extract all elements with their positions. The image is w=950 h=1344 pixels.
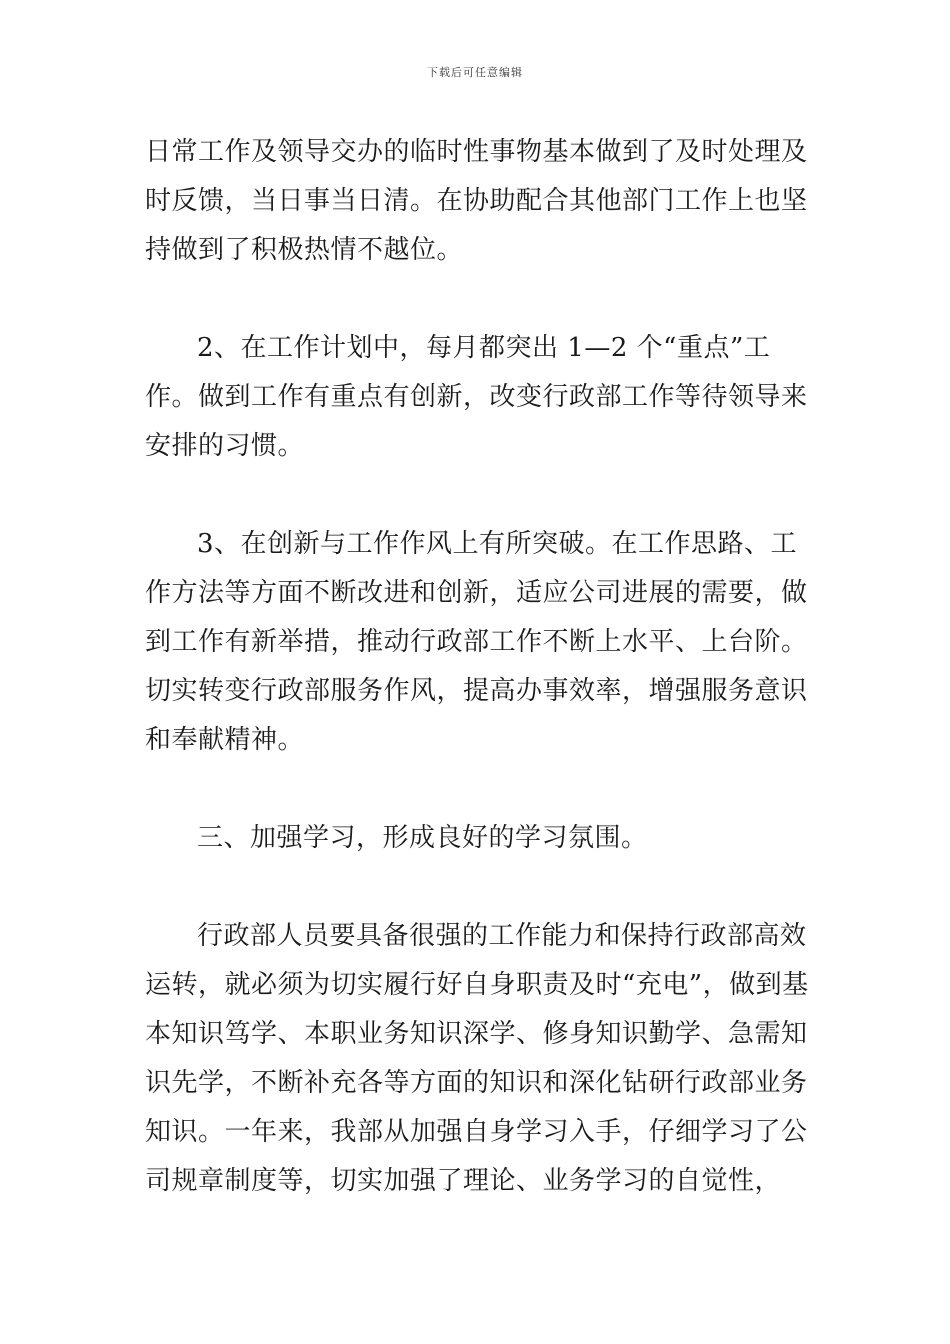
paragraph-gap (145, 471, 810, 520)
paragraph-gap (145, 765, 810, 814)
paragraph-continuation: 日常工作及领导交办的临时性事物基本做到了及时处理及时反馈，当日事当日清。在协助配合其他部门工作上也坚持做到了积极热情不越位。 (145, 137, 808, 265)
document-body (145, 128, 810, 1206)
page-header: 下载后可任意编辑 (427, 66, 523, 79)
paragraph-gap (145, 275, 810, 324)
paragraph-item-2: 2、在工作计划中，每月都突出 1—2 个“重点”工作。做到工作有重点有创新，改变行政部工作等待领导来安排的习惯。 (145, 333, 808, 461)
paragraph-learning: 行政部人员要具备很强的工作能力和保持行政部高效运转，就必须为切实履行好自身职责及时“充电”，做到基本知识笃学、本职业务知识深学、修身知识勤学、急需知识先学，不断补充各等方面的知识和深化钻研行政部业务知识。一年来，我部从加强自身学习入手，仔细学习了公司规章制度等，切实加强了理论、业务学习的自觉性， (145, 921, 809, 1196)
paragraph-gap (145, 863, 810, 912)
paragraph-item-3: 3、在创新与工作作风上有所突破。在工作思路、工作方法等方面不断改进和创新，适应公司进展的需要，做到工作有新举措，推动行政部工作不断上水平、上台阶。切实转变行政部服务作风，提高办事效率，增强服务意识和奉献精神。 (145, 529, 808, 755)
section-heading: 三、加强学习，形成良好的学习氛围。 (197, 823, 648, 853)
